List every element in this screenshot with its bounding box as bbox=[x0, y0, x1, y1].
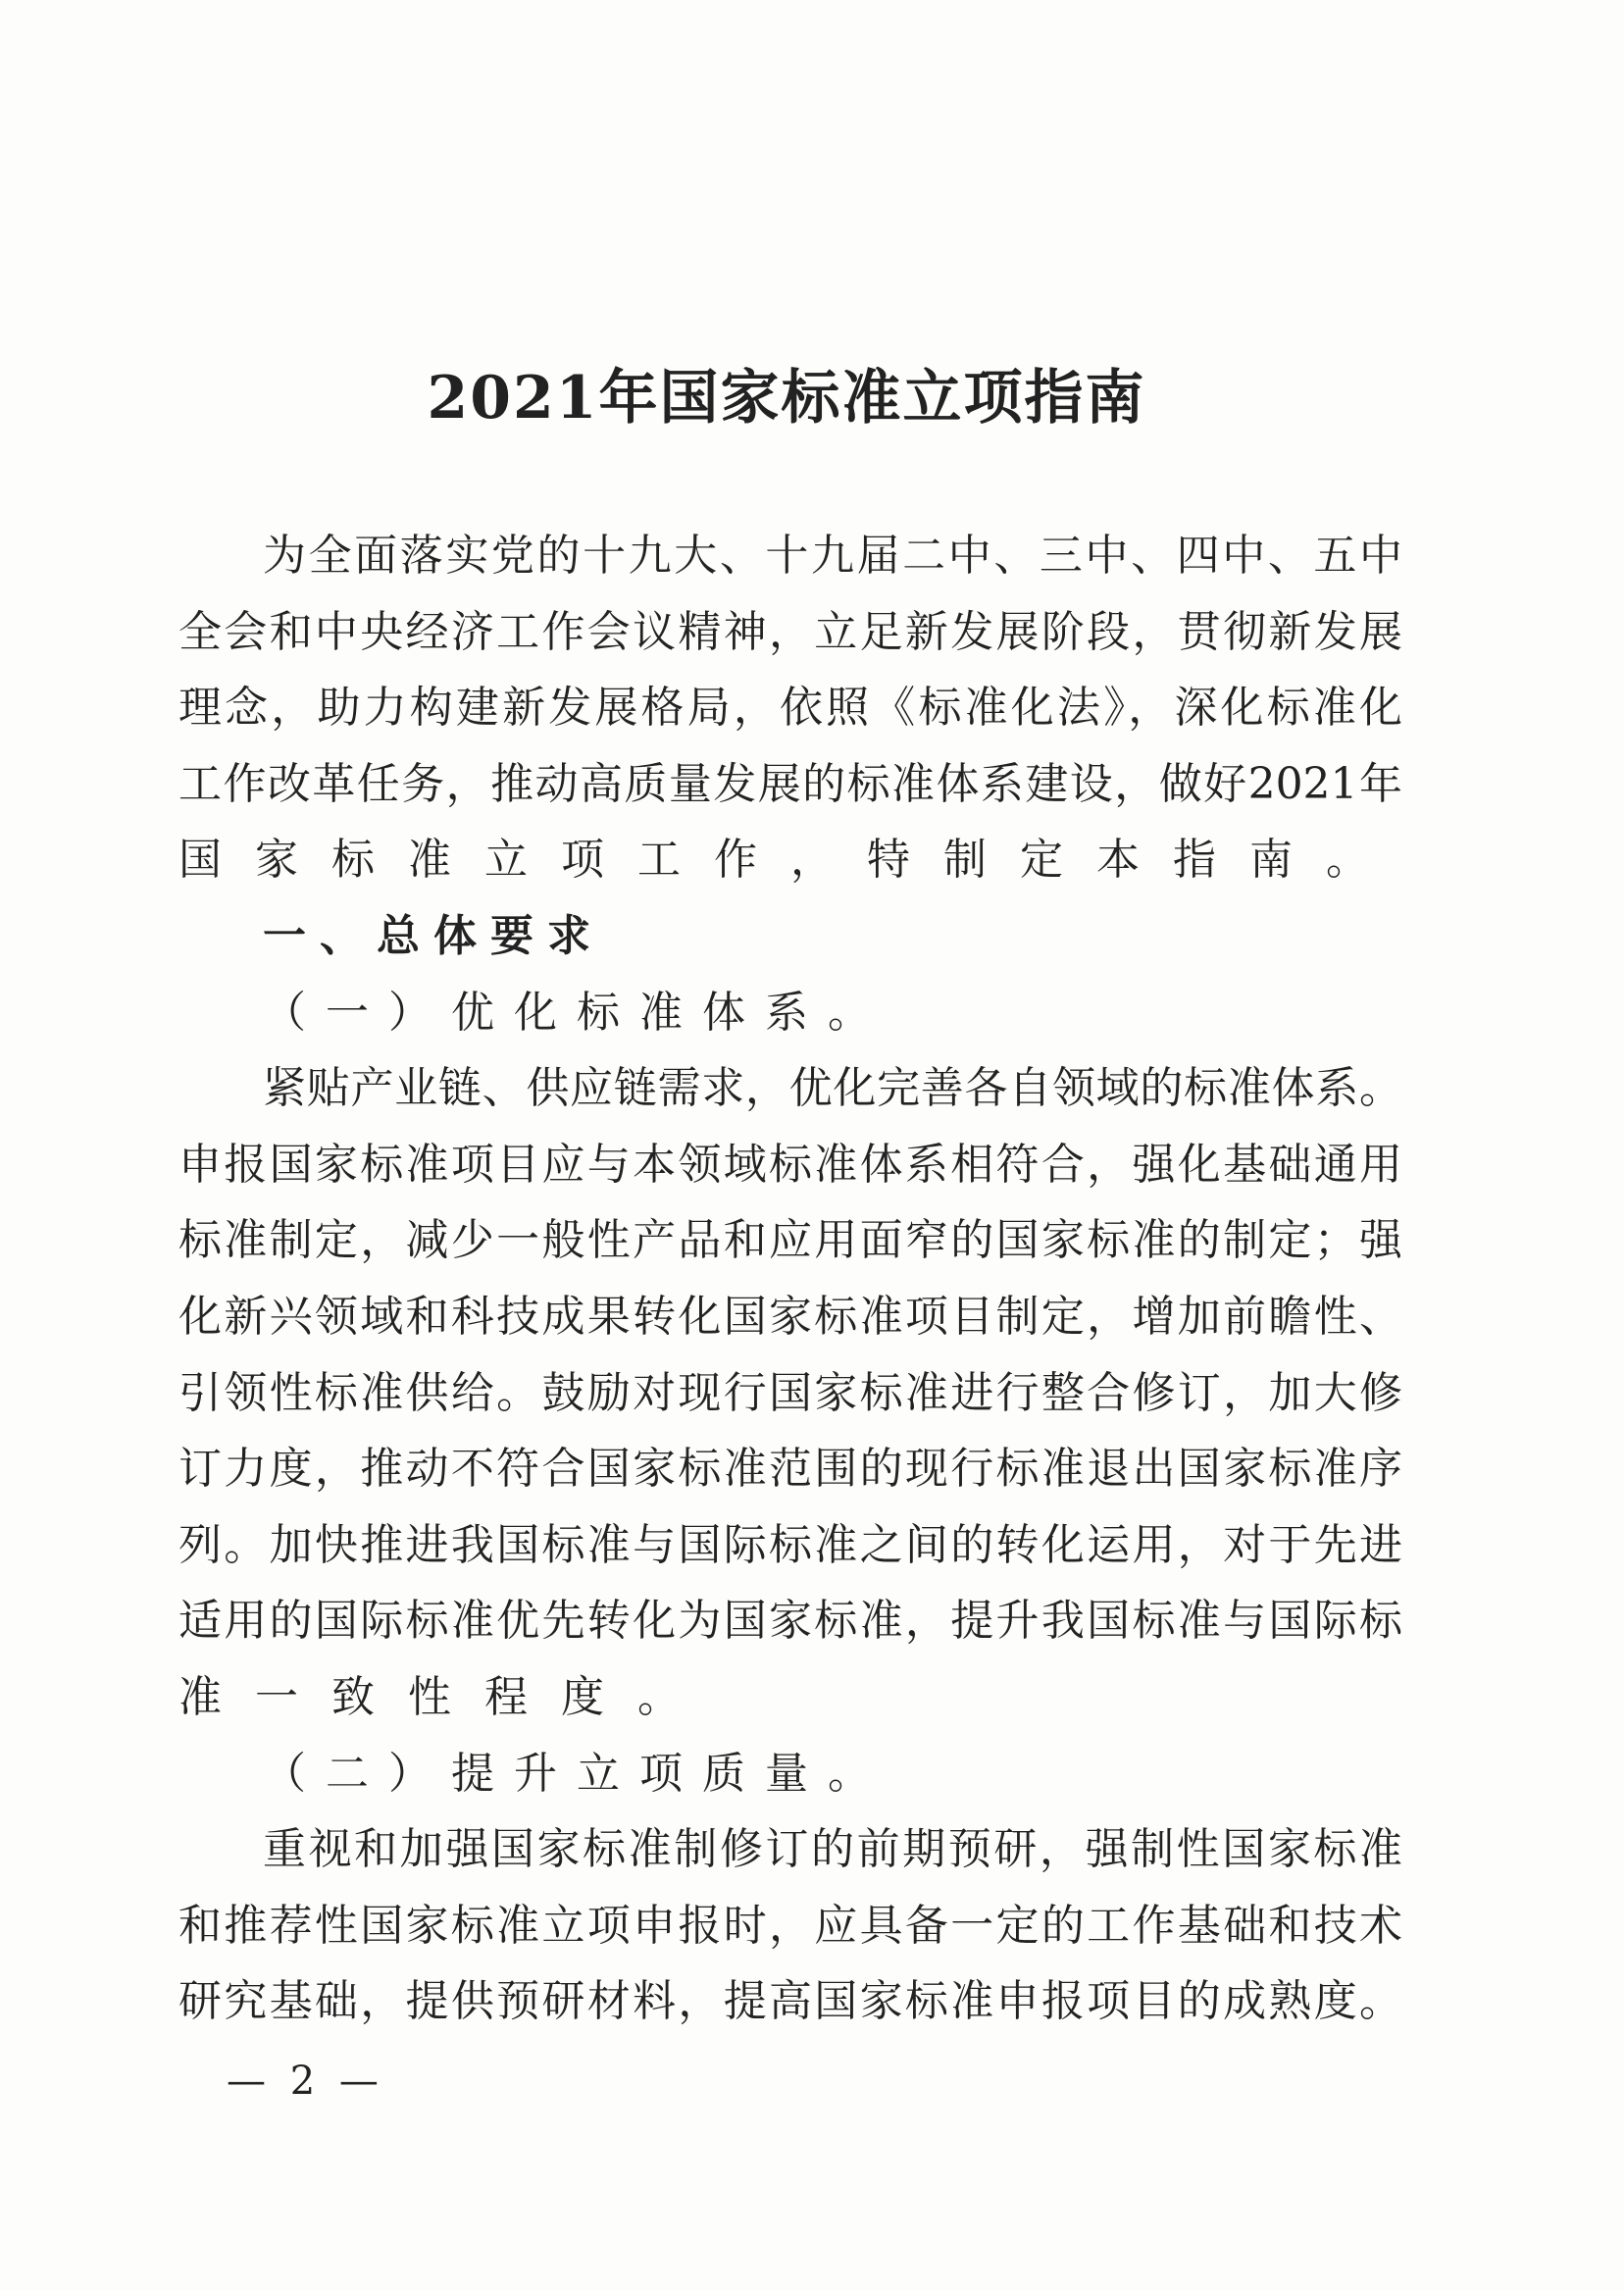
text-line: 紧贴产业链、供应链需求，优化完善各自领域的标准体系。 bbox=[263, 1063, 1402, 1114]
text-line: 订力度，推动不符合国家标准范围的现行标准退出国家标准序 bbox=[178, 1444, 1402, 1495]
text-line: 国家标准立项工作，特制定本指南。 bbox=[178, 835, 1402, 886]
document-title: 2021年国家标准立项指南 bbox=[427, 364, 1146, 433]
text-line: 准一致性程度。 bbox=[178, 1671, 714, 1722]
text-line: 引领性标准供给。鼓励对现行国家标准进行整合修订，加大修 bbox=[178, 1367, 1402, 1418]
text-line: 和推荐性国家标准立项申报时，应具备一定的工作基础和技术 bbox=[178, 1900, 1402, 1951]
text-line: 研究基础，提供预研材料，提高国家标准申报项目的成熟度。 bbox=[178, 1976, 1402, 2027]
section-heading: 一、总体要求 bbox=[263, 910, 604, 961]
document-body bbox=[178, 518, 1402, 2040]
text-line: 列。加快推进我国标准与国际标准之间的转化运用，对于先进 bbox=[178, 1519, 1402, 1570]
text-line: 为全面落实党的十九大、十九届二中、三中、四中、五中 bbox=[263, 531, 1402, 581]
section-heading: （一）优化标准体系。 bbox=[263, 987, 890, 1038]
text-line: 化新兴领域和科技成果转化国家标准项目制定，增加前瞻性、 bbox=[178, 1291, 1402, 1342]
text-line: 全会和中央经济工作会议精神，立足新发展阶段，贯彻新发展 bbox=[178, 606, 1402, 657]
text-line: 标准制定，减少一般性产品和应用面窄的国家标准的制定；强 bbox=[178, 1215, 1402, 1266]
text-line: 理念，助力构建新发展格局，依照《标准化法》，深化标准化 bbox=[178, 683, 1402, 734]
text-line: 重视和加强国家标准制修订的前期预研，强制性国家标准 bbox=[263, 1824, 1402, 1875]
text-line: 申报国家标准项目应与本领域标准体系相符合，强化基础通用 bbox=[178, 1139, 1402, 1190]
text-line: 工作改革任务，推动高质量发展的标准体系建设，做好2021年 bbox=[178, 758, 1402, 809]
section-heading: （二）提升立项质量。 bbox=[263, 1748, 890, 1799]
page-number: — 2 — bbox=[227, 2059, 384, 2104]
text-line: 适用的国际标准优先转化为国家标准，提升我国标准与国际标 bbox=[178, 1596, 1402, 1647]
